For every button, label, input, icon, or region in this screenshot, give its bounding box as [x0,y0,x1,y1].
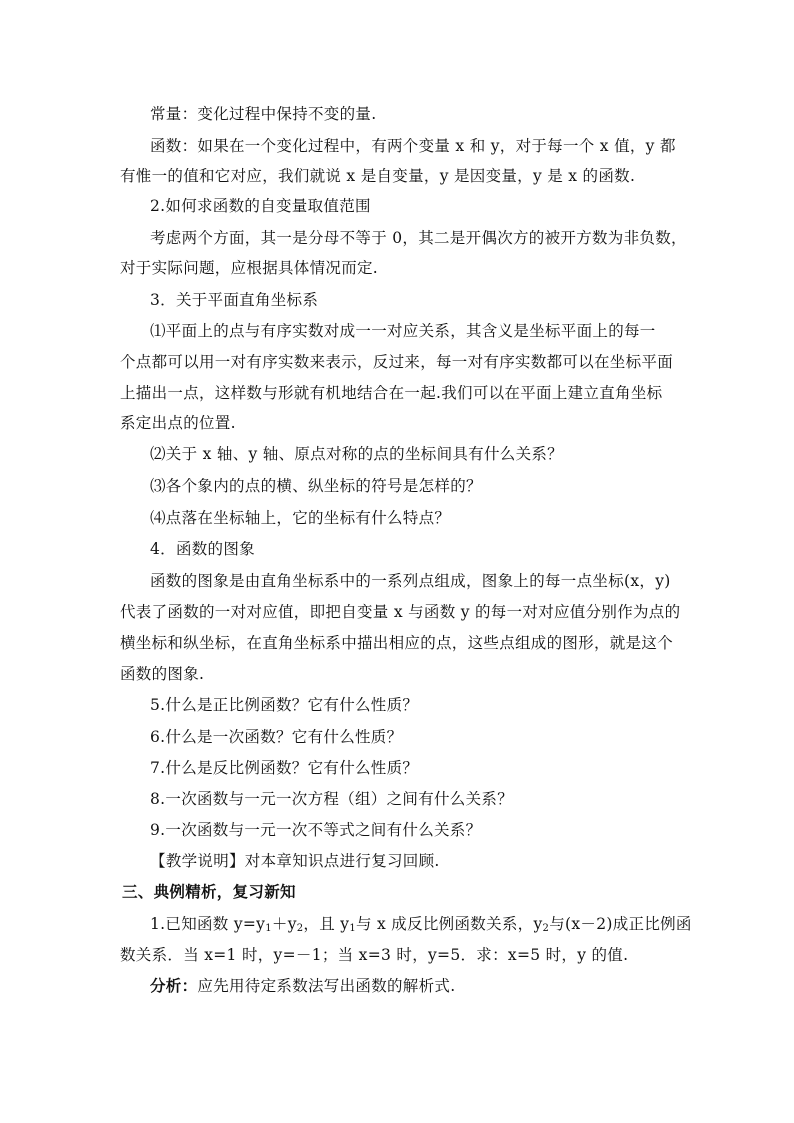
analysis-label: 分析： [150,977,198,995]
subscript: 2 [296,923,304,934]
point-4-heading: 4．函数的图象 [150,540,255,558]
example-text: ，且 y [303,915,350,933]
question-2: ⑵关于 x 轴、y 轴、原点对称的点的坐标间具有什么关系？ [150,445,563,463]
example-text: ＋y [271,915,297,933]
subscript: 1 [265,923,272,934]
point-2-heading: 2.如何求函数的自变量取值范围 [150,197,371,215]
coordinate-paragraph-line2: 个点都可以用一对有序实数来表示，反过来，每一对有序实数都可以在坐标平面 [120,353,674,371]
coordinate-paragraph-line3: 上描出一点，这样数与形就有机地结合在一起.我们可以在平面上建立直角坐标 [120,384,663,402]
analysis-line [150,976,455,996]
example-1-line2: 数关系．当 x=1 时，y=－1；当 x=3 时，y=5．求：x=5 时，y 的值. [120,946,629,964]
function-definition-line1: 函数：如果在一个变化过程中，有两个变量 x 和 y，对于每一个 x 值，y 都 [150,137,676,155]
question-4: ⑷点落在坐标轴上，它的坐标有什么特点？ [150,509,451,527]
question-9: 9.一次函数与一元一次不等式之间有什么关系？ [150,821,482,839]
coordinate-paragraph-line1: ⑴平面上的点与有序实数对成一一对应关系，其含义是坐标平面上的每一 [150,322,656,340]
domain-text-line1: 考虑两个方面，其一是分母不等于 0，其二是开偶次方的被开方数为非负数， [150,229,687,247]
section-three-heading: 三、典例精析，复习新知 [122,883,296,901]
graph-paragraph-line1: 函数的图象是由直角坐标系中的一系列点组成，图象上的每一点坐标(x，y) [150,572,671,590]
graph-paragraph-line4: 函数的图象. [120,665,205,683]
point-3-heading: 3．关于平面直角坐标系 [150,291,319,309]
domain-text-line2: 对于实际问题，应根据具体情况而定. [120,259,379,277]
analysis-text: 应先用待定系数法写出函数的解析式. [197,977,456,995]
example-text: 与 x 成反比例函数关系，y [355,915,543,933]
function-definition-line2: 有惟一的值和它对应，我们就说 x 是自变量，y 是因变量，y 是 x 的函数. [120,167,636,185]
coordinate-paragraph-line4: 系定出点的位置. [120,414,236,432]
question-7: 7.什么是反比例函数？它有什么性质？ [150,759,419,777]
question-8: 8.一次函数与一元一次方程（组）之间有什么关系？ [150,790,513,808]
example-text: 与(x－2)成正比例函 [549,915,692,933]
teaching-note: 【教学说明】对本章知识点进行复习回顾. [150,852,440,870]
graph-paragraph-line2: 代表了函数的一对对应值，即把自变量 x 与函数 y 的每一对对应值分别作为点的 [120,603,681,621]
example-text: 1.已知函数 y=y [150,915,266,933]
constant-definition: 常量：变化过程中保持不变的量. [150,105,377,123]
subscript: 1 [349,923,356,934]
graph-paragraph-line3: 横坐标和纵坐标，在直角坐标系中描出相应的点，这些点组成的图形，就是这个 [120,634,674,652]
subscript: 2 [542,923,550,934]
question-5: 5.什么是正比例函数？它有什么性质？ [150,696,419,714]
question-6: 6.什么是一次函数？它有什么性质？ [150,728,403,746]
example-1-line1 [150,914,692,939]
question-3: ⑶各个象内的点的横、纵坐标的符号是怎样的？ [150,477,482,495]
